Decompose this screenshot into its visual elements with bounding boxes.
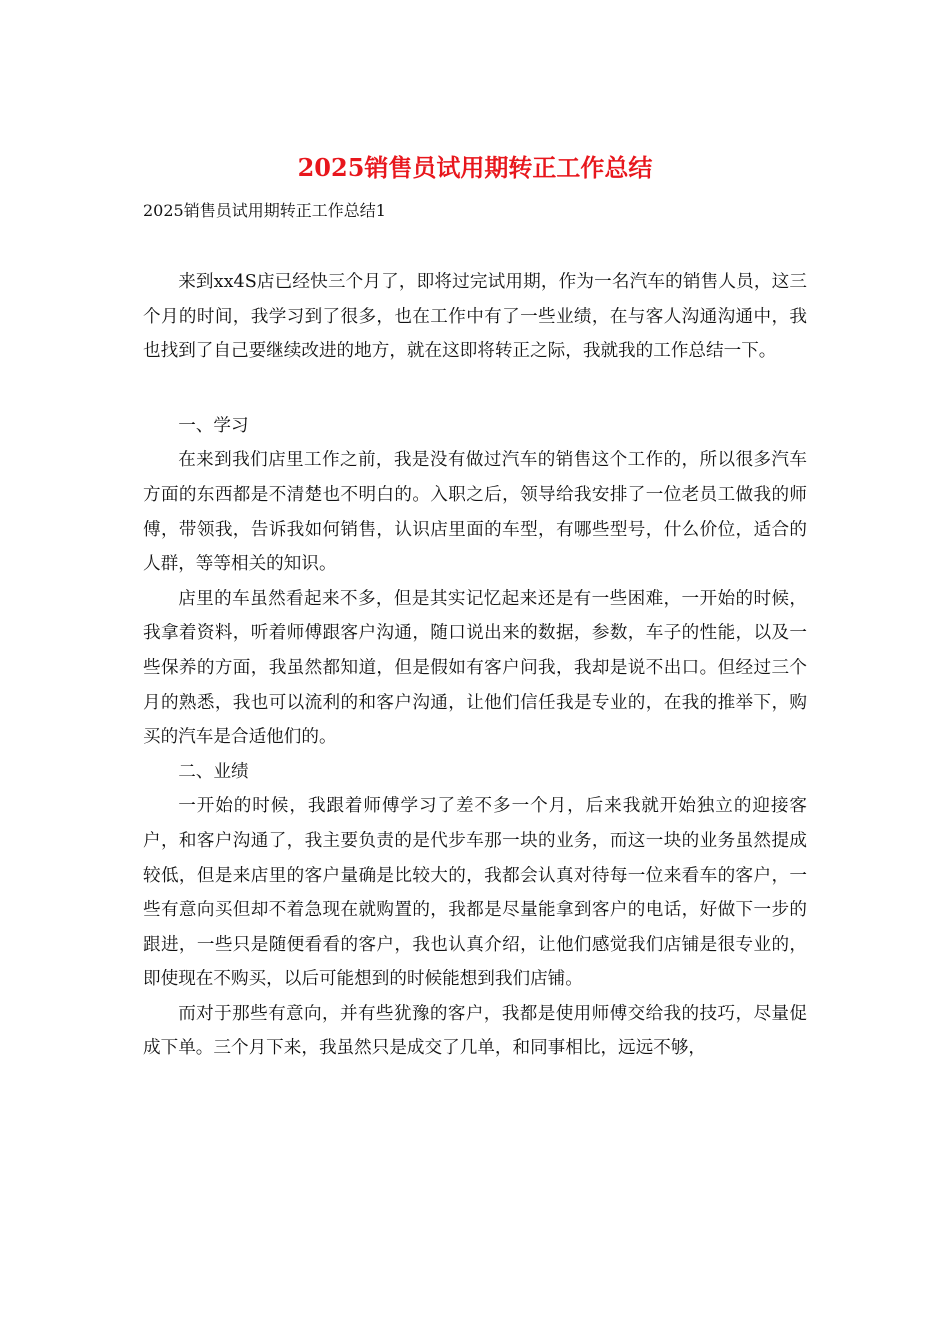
- section-heading-study: 一、学习: [178, 415, 249, 436]
- document-title: 2025销售员试用期转正工作总结: [297, 153, 653, 182]
- document-body: [143, 265, 807, 1066]
- study-paragraph-2: 店里的车虽然看起来不多，但是其实记忆起来还是有一些困难，一开始的时候，我拿着资料，听着师傅跟客户沟通，随口说出来的数据，参数，车子的性能，以及一些保养的方面，我虽然都知道，但是假如有客户问我，我却是说不出口。但经过三个月的熟悉，我也可以流利的和客户沟通，让他们信任我是专业的，在我的推举下，购买的汽车是合适他们的。: [143, 588, 807, 748]
- paragraph-gap: [143, 369, 807, 409]
- performance-paragraph-1: 一开始的时候，我跟着师傅学习了差不多一个月，后来我就开始独立的迎接客户，和客户沟通了，我主要负责的是代步车那一块的业务，而这一块的业务虽然提成较低，但是来店里的客户量确是比较大的，我都会认真对待每一位来看车的客户，一些有意向买但却不着急现在就购置的，我都是尽量能拿到客户的电话，好做下一步的跟进，一些只是随便看看的客户，我也认真介绍，让他们感觉我们店铺是很专业的，即使现在不购买，以后可能想到的时候能想到我们店铺。: [143, 796, 807, 990]
- study-paragraph-1: 在来到我们店里工作之前，我是没有做过汽车的销售这个工作的，所以很多汽车方面的东西都是不清楚也不明白的。入职之后，领导给我安排了一位老员工做我的师傅，带领我，告诉我如何销售，认识店里面的车型，有哪些型号，什么价位，适合的人群，等等相关的知识。: [143, 450, 807, 575]
- intro-paragraph: 来到xx4S店已经快三个月了，即将过完试用期，作为一名汽车的销售人员，这三个月的时间，我学习到了很多，也在工作中有了一些业绩，在与客人沟通沟通中，我也找到了自己要继续改进的地方，就在这即将转正之际，我就我的工作总结一下。: [143, 272, 807, 362]
- section-heading-performance: 二、业绩: [178, 761, 249, 782]
- performance-paragraph-2: 而对于那些有意向，并有些犹豫的客户，我都是使用师傅交给我的技巧，尽量促成下单。三个月下来，我虽然只是成交了几单，和同事相比，远远不够，: [143, 1003, 807, 1059]
- document-subtitle: 2025销售员试用期转正工作总结1: [143, 201, 386, 220]
